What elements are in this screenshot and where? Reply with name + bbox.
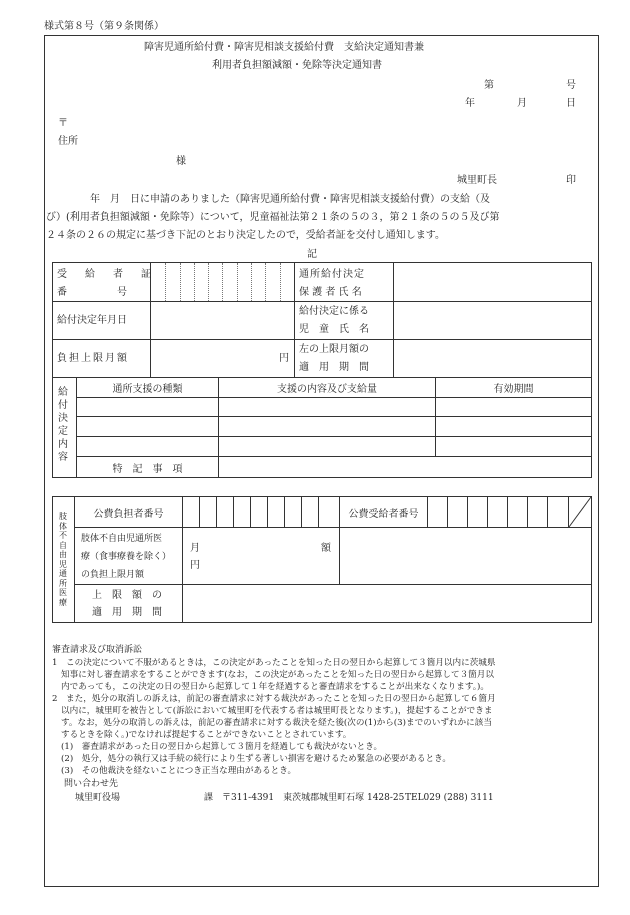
title-line2: 利用者負担額減額・免除等決定通知書 [212,60,382,71]
label-limit-period-a: 上 限 額 の [92,590,162,601]
form-number: 様式第８号（第９条関係） [44,21,164,32]
date-day: 日 [566,98,576,109]
contact-tel: TEL029 (288) 3111 [405,793,494,803]
label-guardian-a: 通所給付決定 [299,269,365,280]
month-label: 月 [190,543,200,554]
label-recipient-no-a: 受 給 者 証 [57,269,155,280]
seal: 印 [566,175,576,186]
doc-no-go: 号 [566,80,576,91]
label-period-a: 左の上限月額の [299,344,369,355]
col-support-type: 通所支援の種類 [112,384,183,395]
label-period-b: 適 用 期 間 [299,362,369,373]
label-medical-side: 肢体不自由児通所医療 [59,512,67,607]
notice-p2-1: 2 また，処分の取消しの訴えは，前記の審査請求に対する裁決があったことを知った日の翌日から起算して６箇月 [52,694,496,704]
label-payer-no: 公費負担者番号 [93,508,164,520]
notice-p1-2: 知事に対し審査請求をすることができます(なお，この決定があったことを知った日の翌日から起算して３箇月以 [61,670,494,680]
label-decision-content: 給付決定内容 [58,387,68,463]
notice-item-1: (1) 審査請求があった日の翌日から起算して３箇月を経過しても裁決がないとき。 [61,742,383,752]
label-special-notes: 特 記 事 項 [112,463,183,475]
notice-item-2: (2) 処分，処分の執行又は手続の続行により生ずる著しい損害を避けるため緊急の必要があるとき。 [61,754,451,764]
contact-office: 城里町役場 [75,793,121,803]
yen-label: 円 [190,560,200,571]
contact-address: 〒311-4391 東茨城郡城里町石塚 1428-25 [222,793,405,803]
date-year: 年 [465,98,475,109]
honorific: 様 [176,156,186,167]
doc-no-dai: 第 [484,80,494,91]
label-medical-a: 肢体不自由児通所医 [81,534,163,544]
ki: 記 [307,249,317,260]
postal-mark: 〒 [58,118,68,129]
amount-label: 額 [321,543,331,554]
yen-mark: 円 [279,353,289,364]
body-line2: び）(利用者負担額減額・免除等）について，児童福祉法第２１条の５の３，第２１条の５の５及び第 [46,212,500,223]
notice-p2-4: するときを除く。)でなければ提起することができないこととされています。 [61,730,352,740]
label-limit-period-b: 適 用 期 間 [92,607,162,618]
notice-p2-3: す。なお，処分の取消しの訴えは，前記の審査請求に対する裁決を経た後(次の(1)から(3)までのいずれかに該当 [61,718,492,728]
diagonal-slash [568,496,592,528]
body-line1: 年 月 日に申請のありました（障害児通所給付費・障害児相談支援給付費）の支給（及 [90,194,490,205]
label-medical-b: 療（食事療養を除く） [81,552,172,562]
col-valid-period: 有効期間 [493,384,534,395]
label-limit-monthly: 負担上限月額 [57,353,129,364]
title-line1: 障害児通所給付費・障害児相談支援給付費 支給決定通知書兼 [144,42,424,53]
contact-label: 問い合わせ先 [64,779,119,789]
label-child-b: 児 童 氏 名 [299,324,369,335]
body-line3: ２４条の２６の規定に基づき下記のとおり決定したので，受給者証を交付し通知します。 [46,230,445,241]
col-support-amount: 支援の内容及び支給量 [277,384,377,395]
date-month: 月 [517,98,527,109]
label-medical-c: の負担上限月額 [81,570,145,580]
notice-p1-1: 1 この決定について不服があるときは，この決定があったことを知った日の翌日から起算して３箇月以内に茨城県 [52,658,496,668]
notice-p1-3: 内であっても，この決定の日の翌日から起算して１年を経過すると審査請求をすることが出来なくなります。)。 [61,682,489,692]
label-recipient-no: 公費受給者番号 [348,508,419,520]
label-recipient-no-b: 番 号 [57,287,127,298]
label-child-a: 給付決定に係る [299,306,369,317]
contact-division: 課 [204,793,214,803]
address-label: 住所 [58,136,78,147]
notice-p2-2: 以内に，城里町を被告として(訴訟において城里町を代表する者は城里町長となります。)，提起することができま [61,706,493,716]
notice-heading: 審査請求及び取消訴訟 [52,645,143,655]
sender: 城里町長 [457,175,497,186]
notice-item-3: (3) その他裁決を経ないことにつき正当な理由があるとき。 [61,766,297,776]
label-decision-date: 給付決定年月日 [57,315,127,326]
label-guardian-b: 保 護 者 氏 名 [299,287,362,298]
